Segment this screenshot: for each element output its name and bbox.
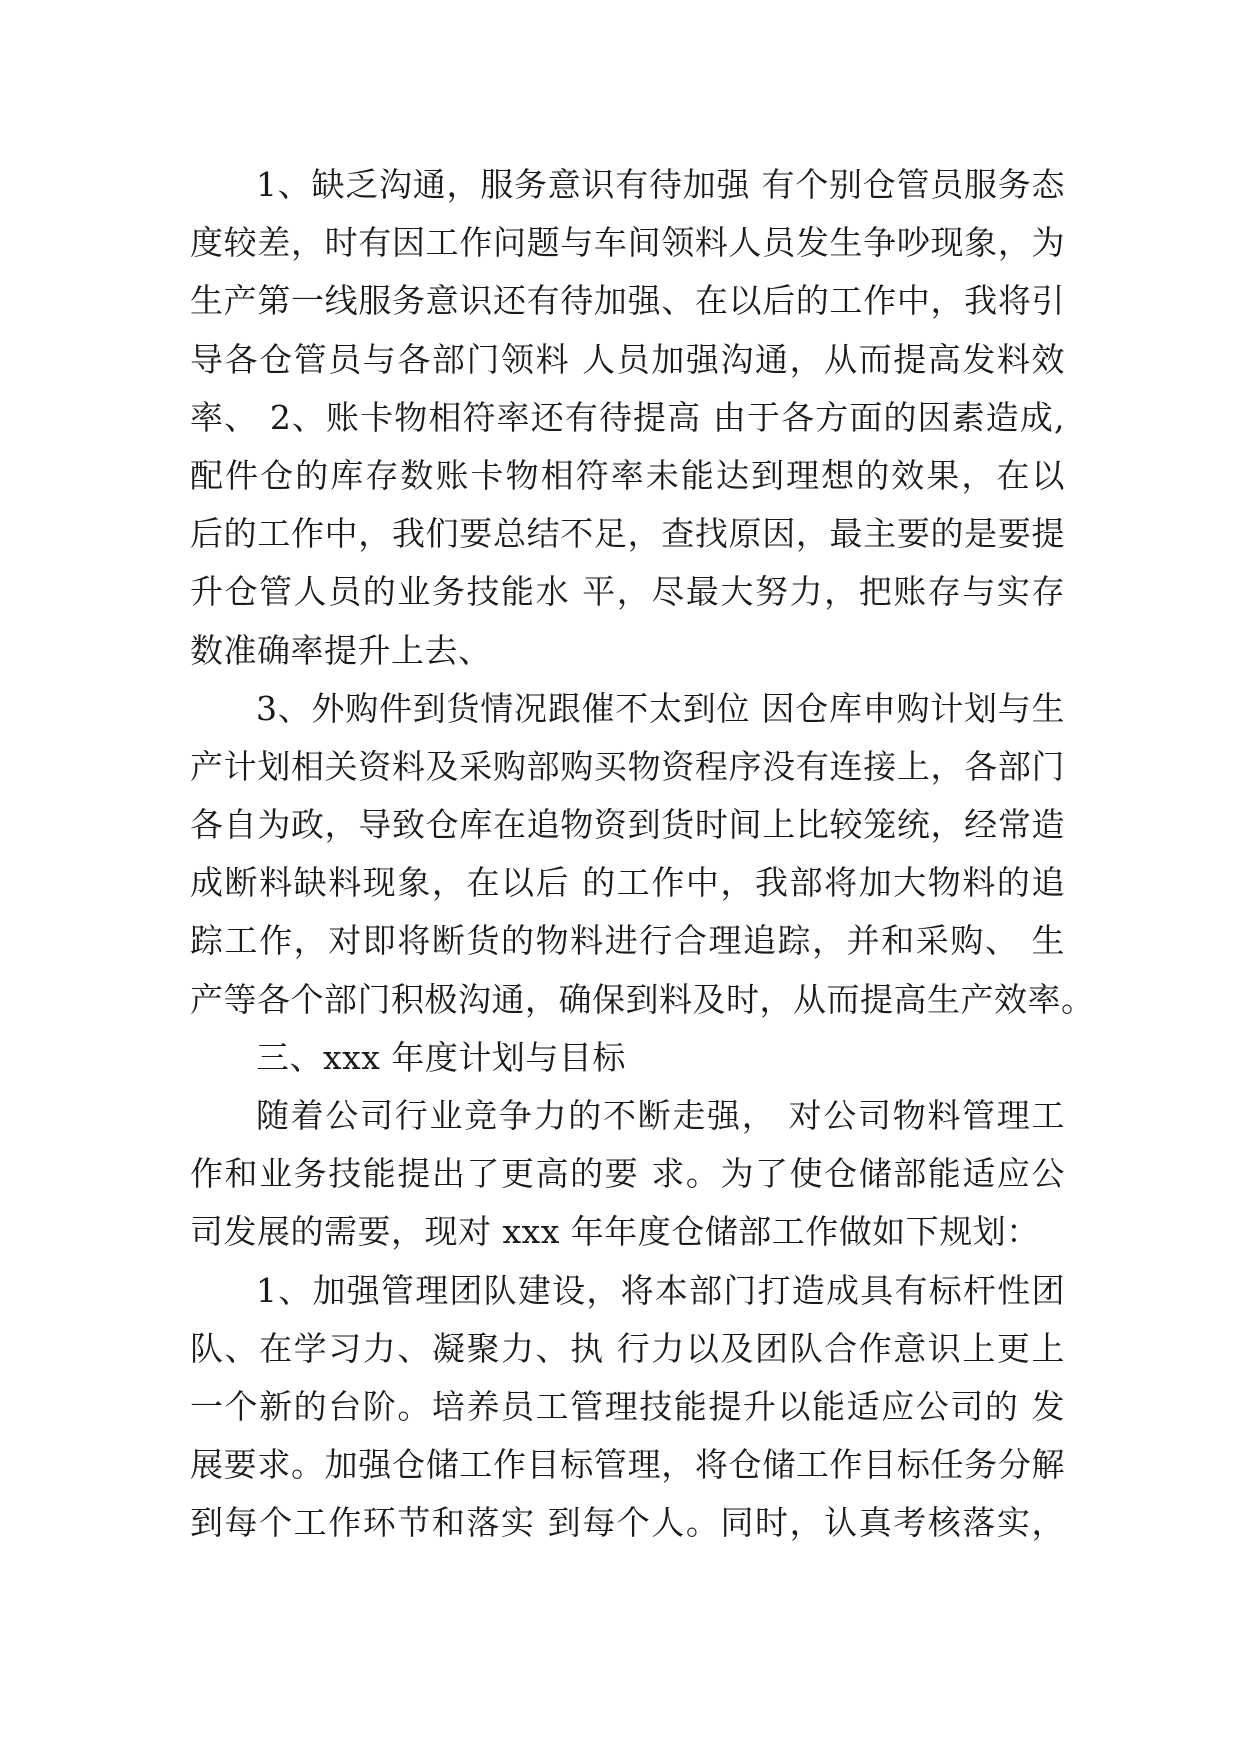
- paragraph-line: 升仓管人员的业务技能水 平，尽最大努力，把账存与实存: [190, 572, 1065, 612]
- paragraph-line: 数准确率提升上去、: [190, 630, 492, 670]
- paragraph-line: 司发展的需要，现对 xxx 年年度仓储部工作做如下规划：: [190, 1212, 1040, 1252]
- paragraph-line: 生产第一线服务意识还有待加强、在以后的工作中，我将引: [190, 281, 1065, 321]
- paragraph-line: 作和业务技能提出了更高的要 求。为了使仓储部能适应公: [190, 1154, 1065, 1194]
- paragraph-line: 到每个工作环节和落实 到每个人。同时，认真考核落实，: [190, 1503, 1065, 1543]
- document-body: [190, 156, 1095, 1553]
- paragraph-line: 配件仓的库存数账卡物相符率未能达到理想的效果，在以: [190, 455, 1065, 495]
- paragraph-line: 1、加强管理团队建设，将本部门打造成具有标杆性团: [256, 1270, 1065, 1310]
- paragraph-line: 率、 2、账卡物相符率还有待提高 由于各方面的因素造成,: [190, 397, 1065, 437]
- section-heading: 三、xxx 年度计划与目标: [256, 1037, 626, 1077]
- paragraph-line: 一个新的台阶。培养员工管理技能提升以能适应公司的 发: [190, 1386, 1065, 1426]
- paragraph-line: 队、在学习力、凝聚力、执 行力以及团队合作意识上更上: [190, 1328, 1065, 1368]
- paragraph-line: 导各仓管员与各部门领料 人员加强沟通，从而提高发料效: [190, 339, 1065, 379]
- paragraph-line: 各自为政，导致仓库在追物资到货时间上比较笼统，经常造: [190, 805, 1065, 845]
- paragraph-line: 展要求。加强仓储工作目标管理，将仓储工作目标任务分解: [190, 1445, 1065, 1485]
- paragraph-line: 后的工作中，我们要总结不足，查找原因，最主要的是要提: [190, 514, 1065, 554]
- paragraph-line: 随着公司行业竞争力的不断走强， 对公司物料管理工: [256, 1096, 1065, 1135]
- paragraph-line: 产计划相关资料及采购部购买物资程序没有连接上，各部门: [190, 746, 1065, 786]
- paragraph-line: 度较差，时有因工作问题与车间领料人员发生争吵现象，为: [190, 223, 1065, 263]
- paragraph-line: 产等各个部门积极沟通，确保到料及时，从而提高生产效率。: [190, 979, 1095, 1019]
- paragraph-line: 成断料缺料现象，在以后 的工作中，我部将加大物料的追: [190, 863, 1065, 903]
- paragraph-line: 1、缺乏沟通，服务意识有待加强 有个别仓管员服务态: [256, 165, 1065, 204]
- paragraph-line: 踪工作，对即将断货的物料进行合理追踪，并和采购、 生: [190, 921, 1065, 961]
- paragraph-line: 3、外购件到货情况跟催不太到位 因仓库申购计划与生: [256, 688, 1065, 728]
